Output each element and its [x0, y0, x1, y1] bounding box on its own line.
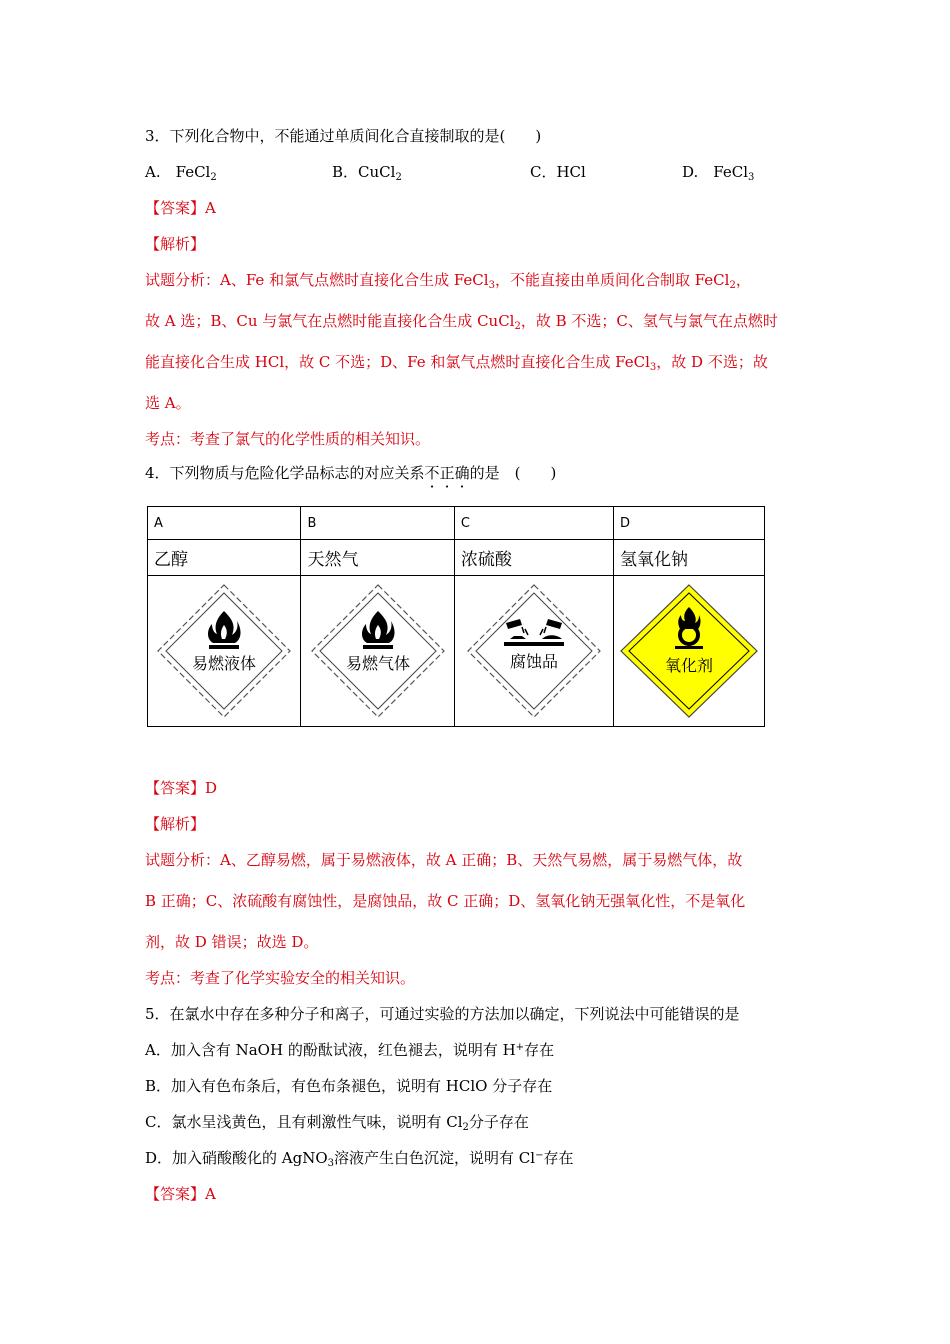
col-letter-d: D — [614, 507, 765, 540]
q3-analysis-line-2: 故 A 选；B、Cu 与氯气在点燃时能直接化合生成 CuCl$_2$，故 B 不选；C、氢气与氯气在点燃时 — [145, 312, 778, 332]
col-letter-a: A — [148, 507, 301, 540]
q3-answer: 【答案】A — [145, 199, 216, 217]
q5-option-c: C．氯水呈浅黄色，且有刺激性气味，说明有 $Cl_2$分子存在 — [145, 1113, 529, 1133]
substance-d: 氢氧化钠 — [614, 540, 765, 576]
sign-label-d: 氧化剂 — [664, 656, 714, 675]
flammable-liquid-sign — [152, 579, 296, 723]
col-letter-c: C — [454, 507, 613, 540]
q5-option-d: D．加入硝酸酸化的 AgNO$_3$溶液产生白色沉淀，说明有 Cl−存在 — [145, 1149, 574, 1169]
q5-answer: 【答案】A — [145, 1185, 216, 1203]
q4-analysis-line-1: 试题分析：A、乙醇易燃，属于易燃液体，故 A 正确；B、天然气易燃，属于易燃气体，故 — [145, 851, 743, 869]
q3-analysis-line-3: 能直接化合生成 HCl，故 C 不选；D、Fe 和氯气点燃时直接化合生成 FeCl$_3$，故 D 不选；故 — [145, 353, 768, 373]
corrosive-sign — [462, 579, 606, 723]
q3-analysis-line-4: 选 A。 — [145, 394, 191, 412]
q5-option-a: A．加入含有 NaOH 的酚酞试液，红色褪去，说明有 H+存在 — [145, 1041, 555, 1059]
q3-analysis-line-1: 试题分析：A、Fe 和氯气点燃时直接化合生成 FeCl$_3$，不能直接由单质间化合制取 FeCl$_2$， — [145, 271, 751, 291]
q3-stem: 3．下列化合物中，不能通过单质间化合直接制取的是( ) — [145, 127, 542, 145]
q3-option-b: B．CuCl$_2$ — [332, 163, 402, 183]
q3-option-a: A. FeCl$_2$ — [145, 163, 217, 183]
q4-answer: 【答案】D — [145, 779, 218, 797]
substance-a: 乙醇 — [148, 540, 301, 576]
q5-option-b: B．加入有色布条后，有色布条褪色，说明有 HClO 分子存在 — [145, 1077, 553, 1095]
flammable-gas-sign — [306, 579, 450, 723]
substance-b: 天然气 — [301, 540, 454, 576]
q3-option-c: C．HCl — [530, 163, 586, 181]
q4-analysis-line-3: 剂，故 D 错误；故选 D。 — [145, 933, 319, 951]
oxidizer-sign — [614, 579, 764, 723]
sign-cell-a — [148, 576, 301, 727]
hazard-table — [147, 506, 765, 727]
sign-cell-b — [301, 576, 454, 727]
substance-c: 浓硫酸 — [454, 540, 613, 576]
q4-analysis-label: 【解析】 — [145, 815, 206, 833]
sign-label-c: 腐蚀品 — [509, 652, 558, 671]
sign-label-a: 易燃液体 — [192, 654, 257, 673]
q3-analysis-label: 【解析】 — [145, 235, 206, 253]
col-letter-b: B — [301, 507, 454, 540]
q4-analysis-line-2: B 正确；C、浓硫酸有腐蚀性，是腐蚀品，故 C 正确；D、氢氧化钠无强氧化性，不是氧化 — [145, 892, 746, 910]
q3-point: 考点：考查了氯气的化学性质的相关知识。 — [145, 430, 431, 448]
q4-point: 考点：考查了化学实验安全的相关知识。 — [145, 969, 416, 987]
sign-cell-c — [454, 576, 613, 727]
sign-label-b: 易燃气体 — [345, 654, 410, 673]
q5-stem: 5．在氯水中存在多种分子和离子，可通过实验的方法加以确定，下列说法中可能错误的是 — [145, 1005, 740, 1023]
q4-stem: 4．下列物质与危险化学品标志的对应关系不正确的是 ( ) — [145, 464, 557, 482]
sign-cell-d — [614, 576, 765, 727]
q3-option-d: D. FeCl$_3$ — [682, 163, 755, 183]
